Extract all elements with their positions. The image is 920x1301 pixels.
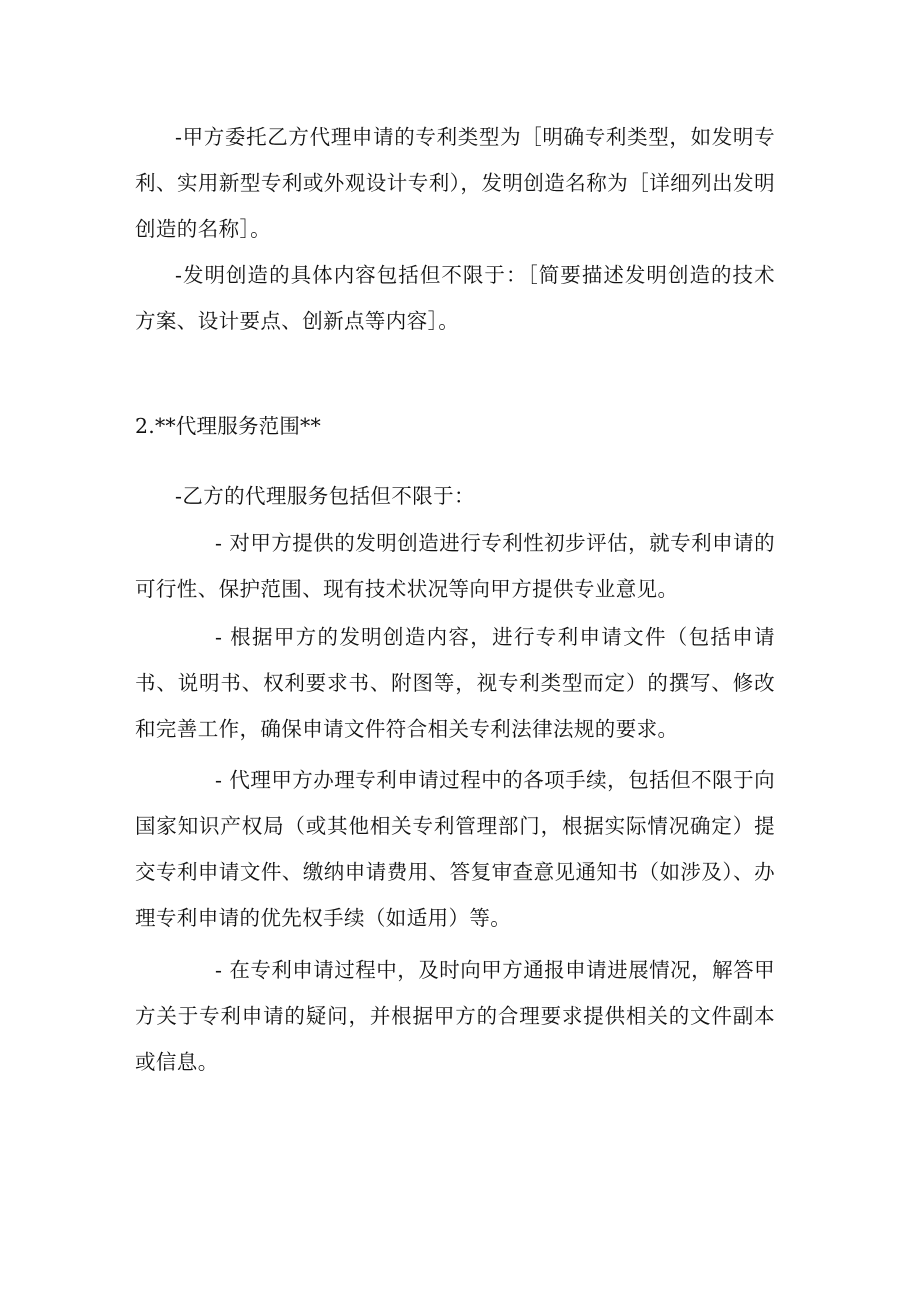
paragraph-patent-type: -甲方委托乙方代理申请的专利类型为［明确专利类型，如发明专利、实用新型专利或外观设计专利），发明创造名称为［详细列出发明创造的名称］。: [135, 125, 775, 241]
service-item-reporting: - 在专利申请过程中，及时向甲方通报申请进展情况，解答甲方关于专利申请的疑问，并根据甲方的合理要求提供相关的文件副本或信息。: [135, 958, 775, 1074]
service-item-drafting: - 根据甲方的发明创造内容，进行专利申请文件（包括申请书、说明书、权利要求书、附图等，视专利类型而定）的撰写、修改和完善工作，确保申请文件符合相关专利法律法规的要求。: [135, 625, 775, 741]
service-item-evaluation: - 对甲方提供的发明创造进行专利性初步评估，就专利申请的可行性、保护范围、现有技术状况等向甲方提供专业意见。: [135, 531, 775, 601]
section-heading: 2.**代理服务范围**: [135, 414, 321, 438]
service-item-procedures: - 代理甲方办理专利申请过程中的各项手续，包括但不限于向国家知识产权局（或其他相关专利管理部门，根据实际情况确定）提交专利申请文件、缴纳申请费用、答复审查意见通知书（如涉及）、办理专利申请的优先权手续（如适用）等。: [135, 768, 775, 930]
section-intro: -乙方的代理服务包括但不限于：: [175, 484, 475, 508]
paragraph-invention-content: -发明创造的具体内容包括但不限于：［简要描述发明创造的技术方案、设计要点、创新点等内容］。: [135, 263, 775, 333]
